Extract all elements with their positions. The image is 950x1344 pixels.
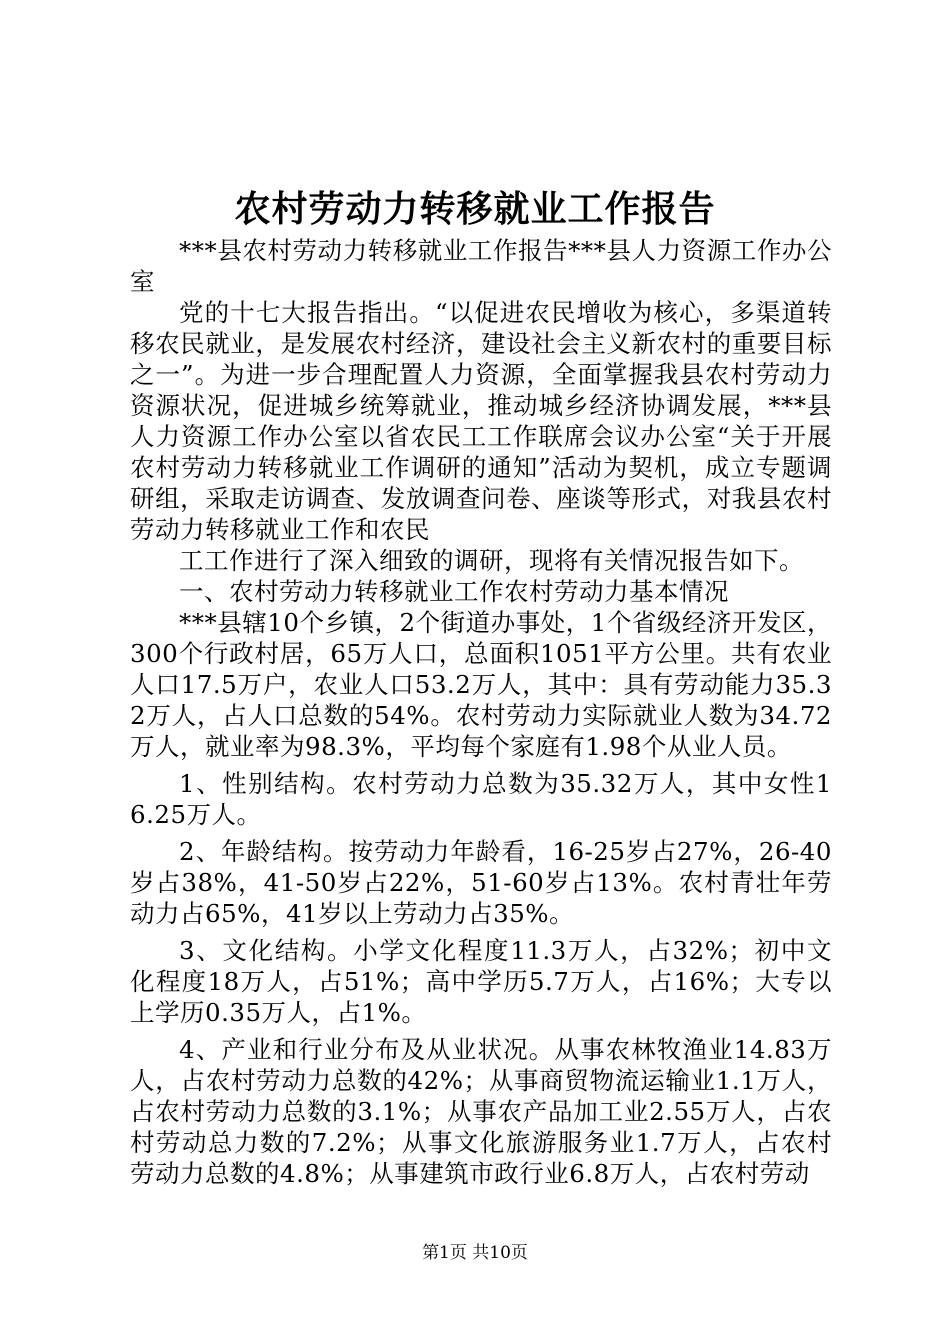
- paragraph-intro: 党的十七大报告指出。“以促进农民增收为核心，多渠道转移农民就业，是发展农村经济，建设社会主义新农村的重要目标之一”。为进一步合理配置人力资源，全面掌握我县农村劳动力资源状况，促进城乡统筹就业，推动城乡经济协调发展，***县人力资源工作办公室以省农民工工作联席会议办公室“关于开展农村劳动力转移就业工作调研的通知”活动为契机，成立专题调研组，采取走访调查、发放调查问卷、座谈等形式，对我县农村劳动力转移就业工作和农民: [130, 298, 832, 544]
- paragraph-education-structure: 3、文化结构。小学文化程度11.3万人，占32%；初中文化程度18万人，占51%；高中学历5.7万人，占16%；大专以上学历0.35万人，占1%。: [130, 936, 832, 1027]
- page-number-footer: 第1页 共10页: [422, 1243, 528, 1263]
- paragraph-intro-continued: 工工作进行了深入细致的调研，现将有关情况报告如下。: [179, 546, 804, 575]
- paragraph-heading-line: ***县农村劳动力转移就业工作报告***县人力资源工作办公室: [130, 236, 832, 296]
- paragraph-gender-structure: 1、性别结构。农村劳动力总数为35.32万人，其中女性16.25万人。: [130, 769, 832, 829]
- document-body: [130, 235, 832, 1189]
- paragraph-county-overview: ***县辖10个乡镇，2个街道办事处，1个省级经济开发区，300个行政村居，65万人口，总面积1051平方公里。共有农业人口17.5万户，农业人口53.2万人，其中：具有劳动能力35.32万人，占人口总数的54%。农村劳动力实际就业人数为34.72万人，就业率为98.3%，平均每个家庭有1.98个从业人员。: [130, 608, 832, 761]
- section-heading-basic-situation: 一、农村劳动力转移就业工作农村劳动力基本情况: [179, 577, 729, 606]
- paragraph-age-structure: 2、年龄结构。按劳动力年龄看，16-25岁占27%，26-40岁占38%，41-50岁占22%，51-60岁占13%。农村青壮年劳动力占65%，41岁以上劳动力占35%。: [130, 837, 832, 928]
- paragraph-industry-distribution: 4、产业和行业分布及从业状况。从事农林牧渔业14.83万人，占农村劳动力总数的42%；从事商贸物流运输业1.1万人，占农村劳动力总数的3.1%；从事农产品加工业2.55万人，占农村劳动总力数的7.2%；从事文化旅游服务业1.7万人，占农村劳动力总数的4.8%；从事建筑市政行业6.8万人，占农村劳动: [130, 1035, 832, 1188]
- document-title: 农村劳动力转移就业工作报告: [234, 188, 716, 230]
